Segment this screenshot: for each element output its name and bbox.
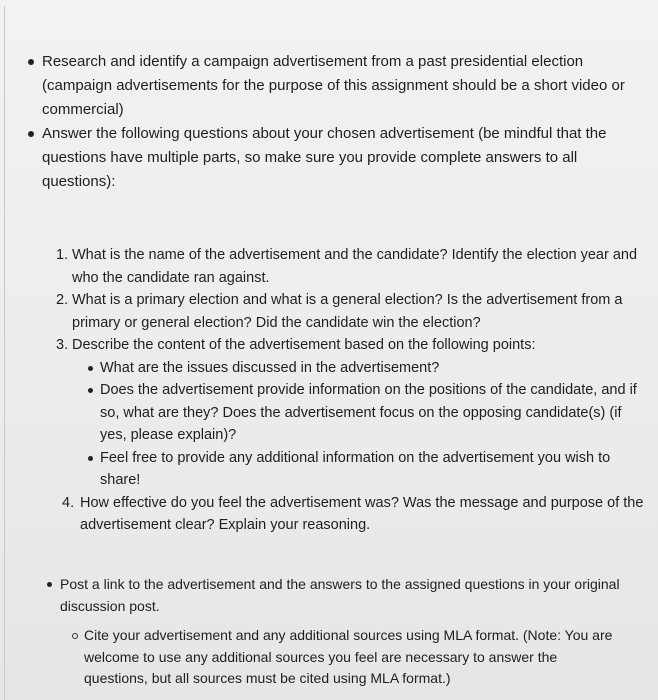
point-issues xyxy=(100,357,652,380)
question-3 xyxy=(56,334,652,492)
question-3-points xyxy=(72,357,652,492)
bullet-answer xyxy=(42,122,654,194)
bullet-post-link xyxy=(60,574,620,617)
point-additional xyxy=(100,447,652,492)
bullet-text: Answer the following questions about your chosen advertisement (be mindful that the questions have multiple parts, so make sure you provide complete answers to all questions): xyxy=(42,125,607,190)
question-number: 4. xyxy=(62,494,75,511)
bullet-dot xyxy=(88,456,93,461)
bullet-text: Post a link to the advertisement and the answers to the assigned questions in your original discussion post. xyxy=(60,576,620,614)
hollow-bullet-icon xyxy=(72,633,78,639)
sub-bullet-cite xyxy=(84,625,620,690)
question-2 xyxy=(56,289,652,334)
bullet-text: Research and identify a campaign advertisement from a past presidential election (campaign advertisements for the purpose of this assignment should be a short video or commercial) xyxy=(42,53,625,118)
question-4 xyxy=(56,492,652,537)
question-1 xyxy=(56,244,652,289)
bullet-dot xyxy=(28,59,34,65)
question-number: 1. xyxy=(56,247,69,263)
question-list xyxy=(56,244,652,537)
post-instructions xyxy=(60,574,620,690)
bullet-dot xyxy=(47,582,52,587)
question-text: Describe the content of the advertisement based on the following points: xyxy=(72,337,536,353)
point-text: Does the advertisement provide information on the positions of the candidate, and if so, what are they? Does the advertisement focus on the opposing candidate(s) (if yes, please explain)? xyxy=(100,382,637,443)
question-text: What is the name of the advertisement and the candidate? Identify the election year and who the candidate ran against. xyxy=(72,247,638,286)
left-border xyxy=(4,6,5,700)
question-number: 3. xyxy=(56,337,69,353)
point-text: What are the issues discussed in the advertisement? xyxy=(100,359,440,376)
question-text: What is a primary election and what is a general election? Is the advertisement from a primary or general election? Did the candidate win the election? xyxy=(72,292,623,331)
bullet-dot xyxy=(88,366,93,371)
bullet-dot xyxy=(88,388,93,393)
point-text: Feel free to provide any additional information on the advertisement you wish to share! xyxy=(100,449,611,488)
bullet-research xyxy=(42,50,654,122)
question-text: How effective do you feel the advertisement was? Was the message and purpose of the advertisement clear? Explain your reasoning. xyxy=(80,494,644,533)
bullet-dot xyxy=(28,131,34,137)
point-positions xyxy=(100,379,652,447)
question-number: 2. xyxy=(56,292,69,308)
sub-bullet-text: Cite your advertisement and any additional sources using MLA format. (Note: You are welcome to use any additional sources you feel are necessary to answer the questions, but all sources must be cited using MLA format.) xyxy=(84,627,613,686)
top-instructions xyxy=(42,50,654,194)
